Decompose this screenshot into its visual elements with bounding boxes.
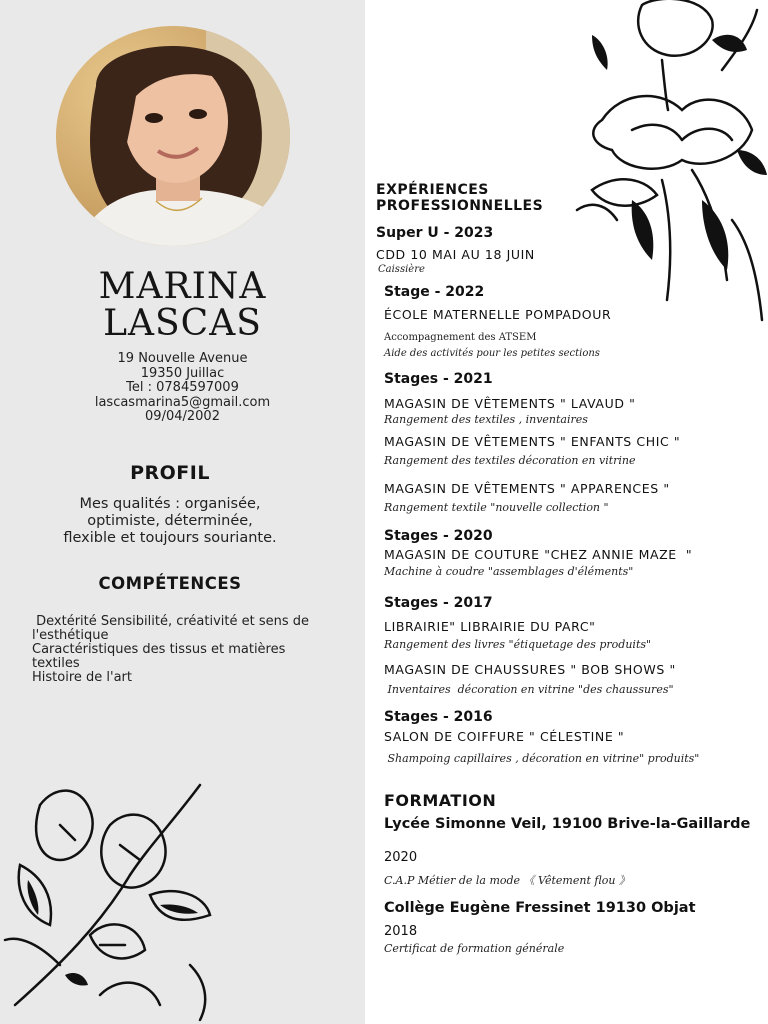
birthdate: 09/04/2002: [145, 409, 220, 424]
stage-2022-company: ÉCOLE MATERNELLE POMPADOUR: [384, 307, 612, 322]
formation-diploma2: Certificat de formation générale: [384, 942, 565, 955]
stage-2022-date: Stage - 2022: [384, 284, 485, 300]
skill-line: l'esthétique: [32, 628, 109, 643]
profil-line: optimiste, déterminée,: [87, 513, 253, 529]
formation-heading: FORMATION: [384, 791, 497, 810]
competences-list: [32, 615, 332, 685]
stages-2021-company1: MAGASIN DE VÊTEMENTS " LAVAUD ": [384, 396, 636, 411]
skill-line: Histoire de l'art: [32, 670, 132, 685]
stage-2022-desc2: Aide des activités pour les petites sections: [384, 348, 600, 359]
stages-2021-desc2: Rangement des textiles décoration en vitrine: [384, 454, 636, 467]
stages-2020-company: MAGASIN DE COUTURE "CHEZ ANNIE MAZE ": [384, 547, 693, 562]
stage-2022-desc1: Accompagnement des ATSEM: [384, 332, 537, 343]
stages-2016-desc: Shampoing capillaires , décoration en vitrine" produits": [384, 752, 700, 765]
last-name: LASCAS: [103, 303, 262, 344]
superu-date: Super U - 2023: [376, 225, 494, 241]
profil-text: [20, 496, 320, 547]
formation-school1: Lycée Simonne Veil, 19100 Brive-la-Gaillarde: [384, 816, 751, 832]
stages-2020-desc: Machine à coudre "assemblages d'éléments": [384, 565, 634, 578]
contact-info: [0, 352, 365, 425]
stages-2021-date: Stages - 2021: [384, 371, 493, 387]
superu-role: Caissière: [378, 264, 425, 275]
stages-2017-company2: MAGASIN DE CHAUSSURES " BOB SHOWS ": [384, 662, 676, 677]
stages-2017-desc2: Inventaires décoration en vitrine "des chaussures": [384, 683, 674, 696]
stages-2016-company: SALON DE COIFFURE " CÉLESTINE ": [384, 729, 625, 744]
address-line1: 19 Nouvelle Avenue: [117, 351, 248, 366]
skill-line: Caractéristiques des tissus et matières: [32, 642, 286, 657]
skill-line: textiles: [32, 656, 80, 671]
experiences-heading-line1: EXPÉRIENCES: [376, 182, 489, 198]
stages-2017-desc1: Rangement des livres "étiquetage des produits": [384, 638, 652, 651]
stages-2021-desc3: Rangement textile "nouvelle collection ": [384, 501, 609, 514]
profil-line: Mes qualités : organisée,: [79, 496, 261, 512]
profil-line: flexible et toujours souriante.: [63, 530, 277, 546]
experiences-heading: [376, 182, 543, 214]
flower-illustration-left: [0, 765, 240, 1024]
formation-school2: Collège Eugène Fressinet 19130 Objat: [384, 900, 696, 916]
phone-number: Tel : 0784597009: [126, 380, 239, 395]
email-address: lascasmarina5@gmail.com: [94, 394, 271, 410]
flower-illustration-right: [572, 0, 768, 330]
profile-photo: [56, 26, 290, 246]
skill-line: Dextérité Sensibilité, créativité et sens de: [32, 614, 310, 629]
formation-diploma1: C.A.P Métier de la mode 《 Vêtement flou 》: [384, 874, 630, 887]
first-name: MARINA: [98, 266, 267, 307]
formation-year1: 2020: [384, 850, 418, 865]
stages-2021-company2: MAGASIN DE VÊTEMENTS " ENFANTS CHIC ": [384, 434, 681, 449]
experiences-heading-line2: PROFESSIONNELLES: [376, 198, 544, 214]
stages-2021-company3: MAGASIN DE VÊTEMENTS " APPARENCES ": [384, 481, 670, 496]
superu-contract: CDD 10 MAI AU 18 JUIN: [376, 247, 535, 262]
stages-2016-date: Stages - 2016: [384, 709, 493, 725]
competences-heading: COMPÉTENCES: [98, 574, 242, 593]
formation-year2: 2018: [384, 924, 418, 939]
stages-2017-date: Stages - 2017: [384, 595, 493, 611]
stages-2020-date: Stages - 2020: [384, 528, 493, 544]
stages-2021-desc1: Rangement des textiles , inventaires: [384, 413, 588, 426]
stages-2017-company1: LIBRAIRIE" LIBRAIRIE DU PARC": [384, 619, 596, 634]
profil-heading: PROFIL: [130, 462, 210, 484]
address-line2: 19350 Juillac: [140, 365, 225, 381]
